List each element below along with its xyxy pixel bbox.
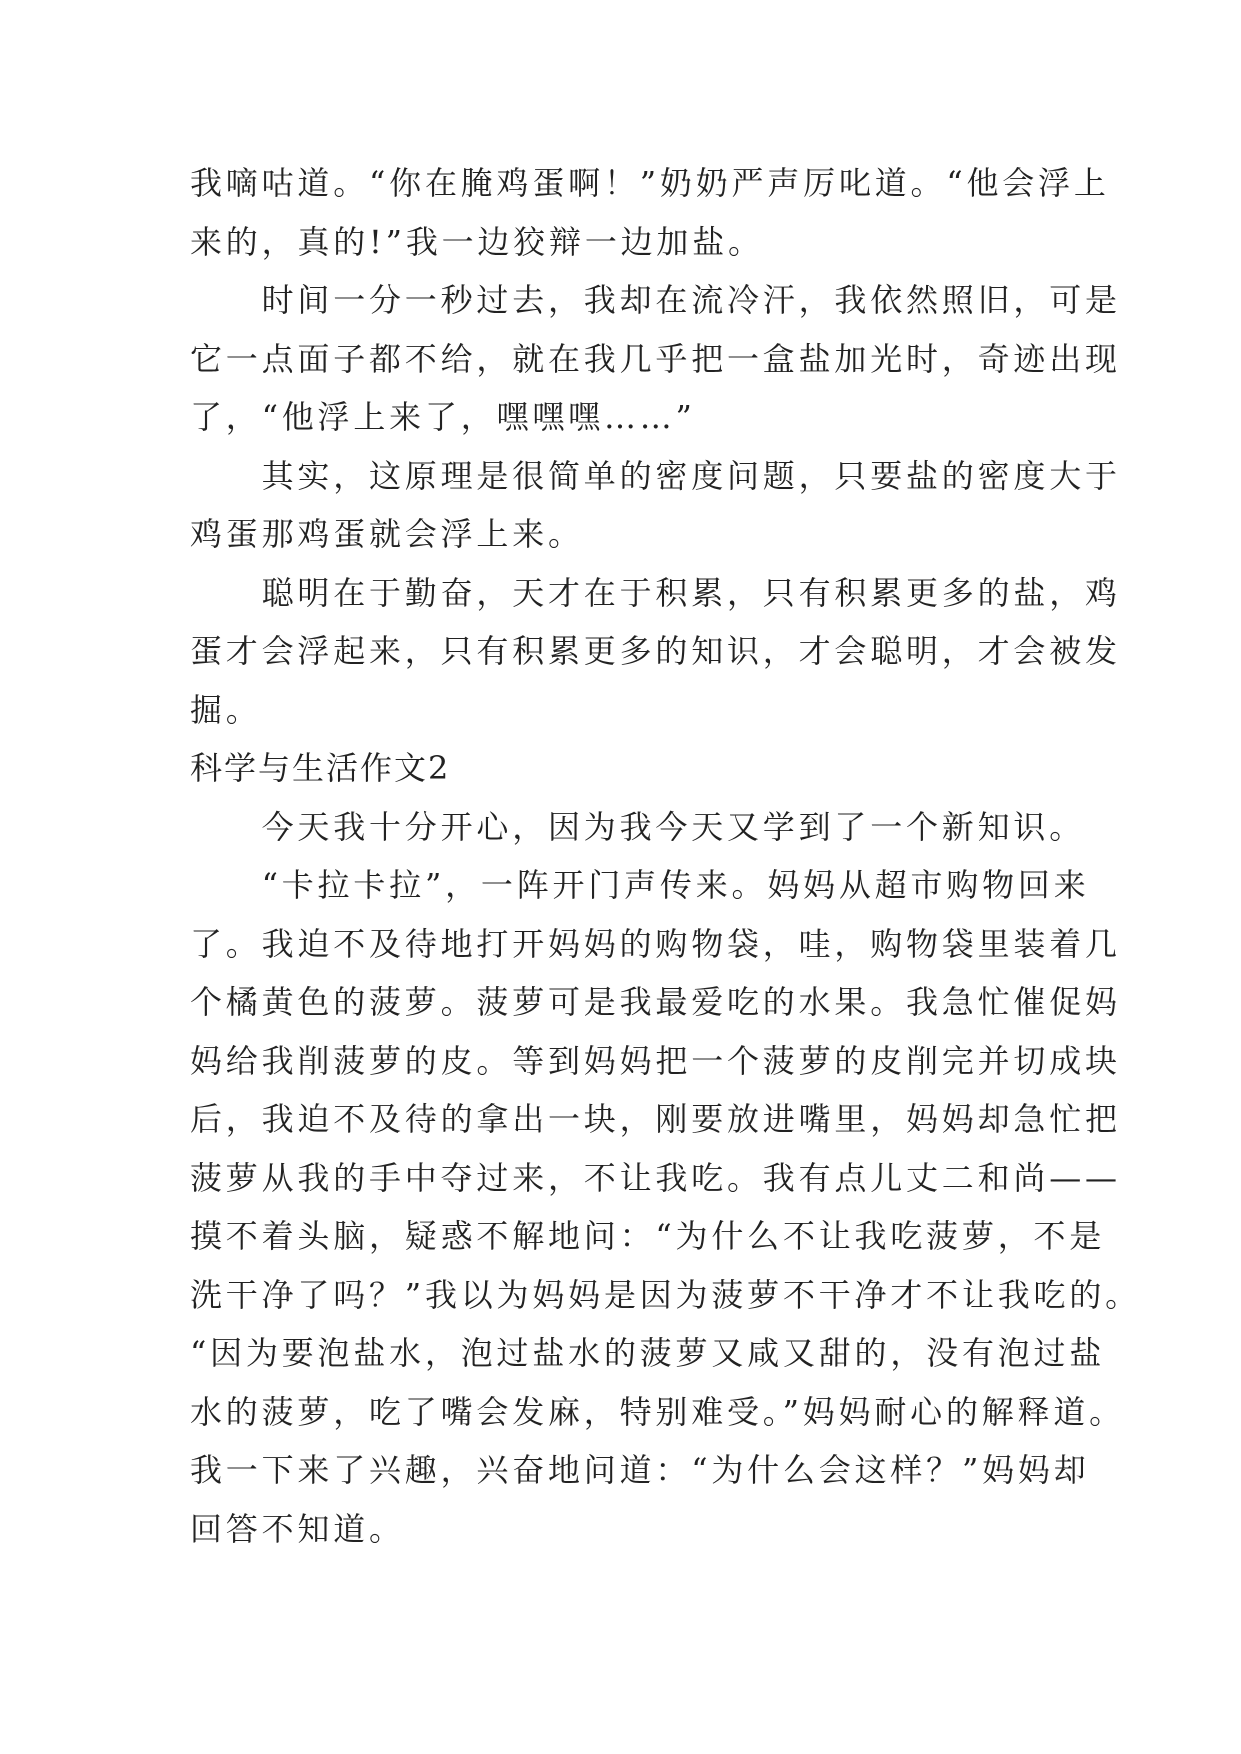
text-line: 了，“他浮上来了，嘿嘿嘿……” [190, 398, 696, 436]
text-line: 蛋才会浮起来，只有积累更多的知识，才会聪明，才会被发 [190, 632, 1121, 670]
text-line: 摸不着头脑，疑惑不解地问：“为什么不让我吃菠萝，不是 [190, 1217, 1106, 1255]
text-line: 其实，这原理是很简单的密度问题，只要盐的密度大于 [190, 456, 1121, 495]
section-heading: 科学与生活作文2 [190, 749, 451, 787]
text-line: 水的菠萝，吃了嘴会发麻，特别难受。”妈妈耐心的解释道。 [190, 1392, 1125, 1431]
text-line: “卡拉卡拉”，一阵开门声传来。妈妈从超市购物回来 [190, 866, 1090, 904]
essay-text [190, 154, 1141, 1558]
text-line: 洗干净了吗？”我以为妈妈是因为菠萝不干净才不让我吃的。 [190, 1275, 1141, 1314]
text-line: 个橘黄色的菠萝。菠萝可是我最爱吃的水果。我急忙催促妈 [190, 983, 1121, 1021]
text-line: 它一点面子都不给，就在我几乎把一盒盐加光时，奇迹出现 [190, 339, 1121, 378]
text-line: 鸡蛋那鸡蛋就会浮上来。 [190, 515, 584, 553]
text-line: 回答不知道。 [190, 1509, 405, 1548]
text-line: 掘。 [190, 690, 262, 729]
text-line: 我嘀咕道。“你在腌鸡蛋啊！”奶奶严声厉叱道。“他会浮上 [190, 164, 1110, 202]
text-line: “因为要泡盐水，泡过盐水的菠萝又咸又甜的，没有泡过盐 [190, 1334, 1106, 1372]
text-line: 后，我迫不及待的拿出一块，刚要放进嘴里，妈妈却急忙把 [190, 1100, 1121, 1138]
text-line: 来的，真的!”我一边狡辩一边加盐。 [190, 222, 764, 261]
text-line: 时间一分一秒过去，我却在流冷汗，我依然照旧，可是 [190, 281, 1121, 319]
text-line: 妈给我削菠萝的皮。等到妈妈把一个菠萝的皮削完并切成块 [190, 1041, 1121, 1080]
text-line: 菠萝从我的手中夺过来，不让我吃。我有点儿丈二和尚—— [190, 1158, 1121, 1197]
text-line: 我一下来了兴趣，兴奋地问道：“为什么会这样？”妈妈却 [190, 1451, 1090, 1489]
text-line: 了。我迫不及待地打开妈妈的购物袋，哇，购物袋里装着几 [190, 924, 1121, 963]
text-line: 聪明在于勤奋，天才在于积累，只有积累更多的盐，鸡 [190, 573, 1121, 612]
text-line: 今天我十分开心，因为我今天又学到了一个新知识。 [190, 807, 1086, 846]
